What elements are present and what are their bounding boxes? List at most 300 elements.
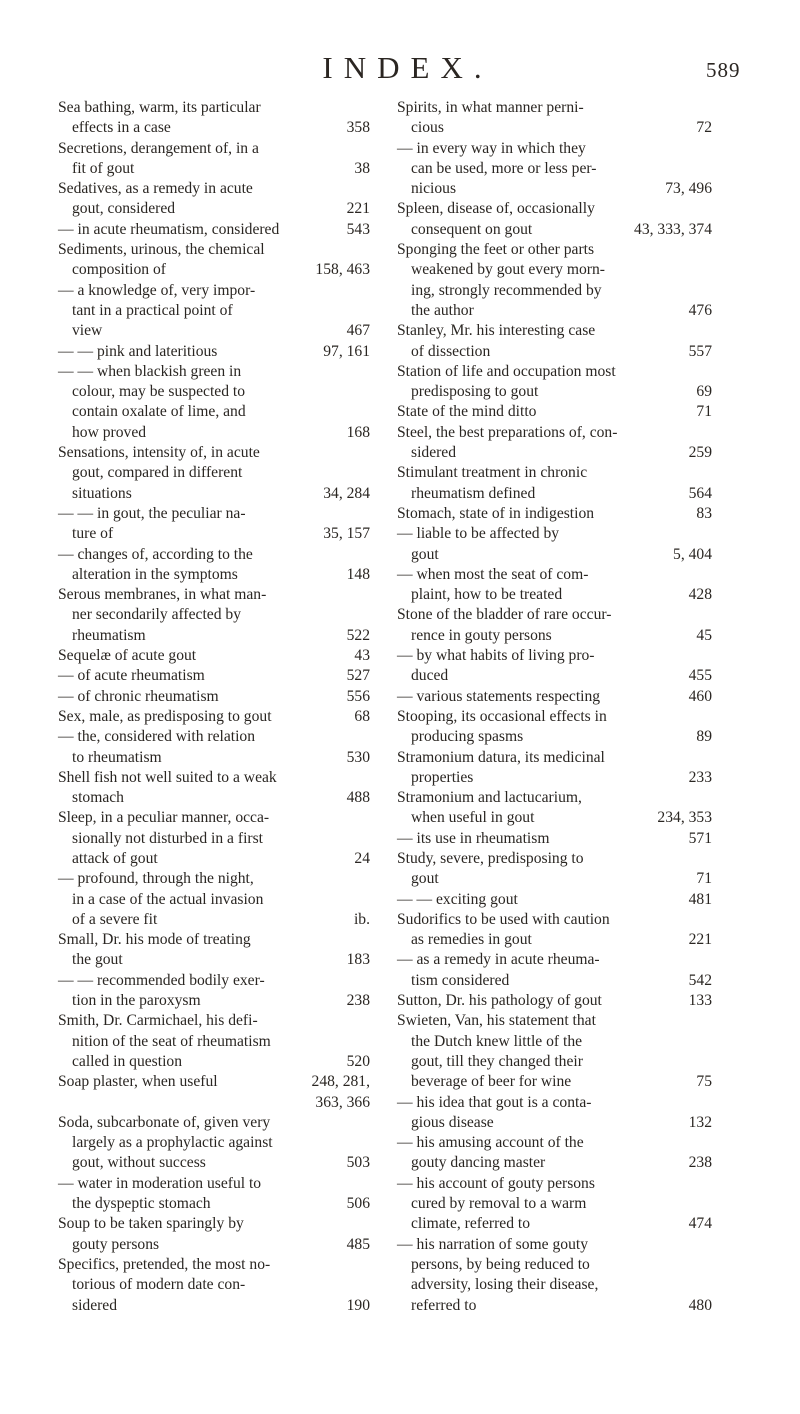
index-entry-line [397,139,712,159]
index-entry-line [58,220,370,240]
index-entry-line [58,869,370,889]
index-entry [397,910,712,951]
entry-text: can be used, more or less per- [411,159,597,177]
entry-text: Spleen, disease of, occasionally [397,200,595,218]
index-entry-line [397,890,712,910]
index-entry-line [397,971,712,991]
index-entry-line [397,1174,712,1194]
entry-text: Stomach, state of in indigestion [397,504,595,522]
index-entry-line [58,1032,370,1052]
entry-text: — — exciting gout [397,890,518,908]
index-entry-line [58,118,370,138]
index-entry [397,423,712,464]
entry-page-ref: 221 [346,200,370,218]
entry-text: — changes of, according to the [58,545,253,563]
index-entry-line [397,788,712,808]
entry-text: the Dutch knew little of the [411,1032,583,1050]
entry-text: Serous membranes, in what man- [58,586,267,604]
index-entry-line [397,808,712,828]
index-entry-line [58,707,370,727]
index-entry [397,504,712,524]
index-entry-line [58,159,370,179]
index-entry-line [397,1275,712,1295]
index-entry [58,1214,370,1255]
entry-text: gout [411,870,439,888]
index-entry-line [58,727,370,747]
entry-text: colour, may be suspected to [72,383,246,401]
entry-text: to rheumatism [72,748,162,766]
entry-page-ref: 238 [688,1154,712,1172]
index-entry-line [397,504,712,524]
entry-page-ref: 527 [346,667,370,685]
entry-page-ref: 73, 496 [665,180,712,198]
index-column-left [58,98,370,1316]
index-entry [397,321,712,362]
index-entry-line [397,1214,712,1234]
index-entry [397,240,712,321]
index-entry-line [397,687,712,707]
entry-text: — in acute rheumatism, considered [58,220,280,238]
index-entry-line [397,646,712,666]
index-entry-line [58,1072,370,1092]
index-entry-line [397,118,712,138]
entry-text: torious of modern date con- [72,1276,246,1294]
index-entry [58,281,370,342]
index-entry-line [397,565,712,585]
index-entry-line [58,1153,370,1173]
index-entry-line [58,1235,370,1255]
entry-page-ref: 506 [346,1195,370,1213]
index-entry-line [58,788,370,808]
index-entry [397,402,712,422]
index-entry-line [58,565,370,585]
index-entry [397,1133,712,1174]
entry-text: adversity, losing their disease, [411,1276,599,1294]
index-entry-line [58,98,370,118]
page-number: 589 [706,58,741,82]
entry-text: composition of [72,261,166,279]
entry-text: — its use in rheumatism [397,829,550,847]
index-entry [58,342,370,362]
entry-page-ref: 71 [696,403,712,421]
index-entry-line [58,971,370,991]
index-entry-line [58,504,370,524]
index-entry-line [397,768,712,788]
index-entry-line [397,199,712,219]
entry-page-ref: 530 [346,748,370,766]
entry-text: sidered [411,444,457,462]
index-entry [397,565,712,606]
index-entry-line [397,342,712,362]
index-entry-line [397,1133,712,1153]
entry-text: ing, strongly recommended by [411,281,602,299]
entry-page-ref: 474 [688,1215,712,1233]
index-entry-line [58,301,370,321]
index-entry [58,240,370,281]
index-entry [58,545,370,586]
entry-text: Sequelæ of acute gout [58,647,197,665]
entry-text: Spirits, in what manner perni- [397,99,584,116]
entry-page-ref: 520 [346,1052,370,1070]
index-entry-line [397,748,712,768]
entry-page-ref: 190 [346,1296,370,1314]
index-entry [58,727,370,768]
index-entry-line [58,910,370,930]
index-entry-line [397,362,712,382]
index-entry [58,1011,370,1072]
entry-text: — — recommended bodily exer- [58,971,265,989]
entry-text: Smith, Dr. Carmichael, his defi- [58,1012,258,1030]
entry-page-ref: 69 [696,383,712,401]
entry-text: Stanley, Mr. his interesting case [397,322,596,340]
entry-page-ref: 97, 161 [323,342,370,360]
index-entry [397,788,712,829]
entry-text: — liable to be affected by [397,525,560,543]
entry-text: — as a remedy in acute rheuma- [397,951,600,969]
entry-page-ref: 132 [688,1113,712,1131]
index-entry [58,1113,370,1174]
entry-page-ref: 233 [688,768,712,786]
index-entry-line [397,1032,712,1052]
entry-text: tion in the paroxysm [72,992,201,1010]
entry-text: — when most the seat of com- [397,565,589,583]
entry-page-ref: 481 [688,890,712,908]
index-entry-line [58,484,370,504]
entry-text: Station of life and occupation most [397,362,616,380]
index-entry-line [397,930,712,950]
index-entry-line [58,382,370,402]
index-entry-line [58,585,370,605]
index-entry-line [58,950,370,970]
index-entry-line [58,281,370,301]
entry-text: predisposing to gout [411,383,539,401]
index-entry [397,646,712,687]
index-entry [58,1072,370,1113]
index-entry-line [58,1093,370,1113]
index-entry-line [58,139,370,159]
index-entry-line [397,281,712,301]
entry-text: Stone of the bladder of rare occur- [397,606,612,624]
entry-text: — — pink and lateritious [58,342,218,360]
index-column-right [397,98,712,1316]
entry-page-ref: 460 [688,687,712,705]
index-entry [58,220,370,240]
entry-text: rheumatism defined [411,484,536,502]
entry-text: Sensations, intensity of, in acute [58,444,260,462]
index-entry [58,504,370,545]
index-entry [397,707,712,748]
index-entry-line [397,1296,712,1316]
index-entry [58,666,370,686]
entry-text: Study, severe, predisposing to [397,849,584,867]
entry-text: the dyspeptic stomach [72,1195,211,1213]
entry-text: — water in moderation useful to [58,1174,262,1192]
entry-text: — his amusing account of the [397,1134,584,1152]
entry-page-ref: 71 [696,870,712,888]
entry-page-ref: 45 [696,626,712,644]
index-entry-line [58,1113,370,1133]
index-entry [58,443,370,504]
entry-text: the author [411,301,474,319]
index-entry [58,707,370,727]
index-entry-line [58,768,370,788]
index-entry-line [397,240,712,260]
index-entry [397,362,712,403]
entry-text: State of the mind ditto [397,403,537,421]
entry-text: — the, considered with relation [58,728,256,746]
entry-page-ref: 543 [346,220,370,238]
index-entry-line [58,1296,370,1316]
entry-text: largely as a prophylactic against [72,1134,273,1152]
index-entry [58,179,370,220]
entry-text: Stramonium and lactucarium, [397,789,582,807]
entry-page-ref: 43, 333, 374 [634,220,712,238]
entry-text: consequent on gout [411,220,533,238]
index-entry-line [58,1133,370,1153]
entry-text: called in question [72,1052,182,1070]
index-entry [397,890,712,910]
entry-text: ture of [72,525,114,543]
index-entry-line [397,1194,712,1214]
entry-text: Steel, the best preparations of, con- [397,423,618,441]
index-entry-line [397,626,712,646]
index-entry-line [58,1255,370,1275]
index-entry-line [58,524,370,544]
entry-text: Sleep, in a peculiar manner, occa- [58,809,270,827]
index-entry-line [397,991,712,1011]
index-entry-line [397,260,712,280]
entry-text: producing spasms [411,728,524,746]
entry-text: gouty persons [72,1235,160,1253]
entry-text: nicious [411,180,457,198]
entry-text: — in every way in which they [397,139,586,157]
index-entry-line [397,910,712,930]
index-entry [58,768,370,809]
entry-text: duced [411,667,449,685]
entry-page-ref: 75 [696,1073,712,1091]
index-entry [58,869,370,930]
entry-page-ref: 467 [346,322,370,340]
index-entry-line [397,605,712,625]
index-entry [58,362,370,443]
index-entry-line [397,727,712,747]
index-entry-line [58,240,370,260]
entry-text: Soup to be taken sparingly by [58,1215,244,1233]
index-entry-line [58,199,370,219]
index-entry [397,524,712,565]
entry-text: rheumatism [72,626,146,644]
index-entry-line [397,463,712,483]
entry-text: Swieten, Van, his statement that [397,1012,596,1030]
entry-page-ref: 5, 404 [673,545,712,563]
index-entry-line [397,1052,712,1072]
entry-page-ref: 34, 284 [323,484,370,502]
entry-text: gout, considered [72,200,176,218]
index-entry [397,849,712,890]
entry-text: Sponging the feet or other parts [397,241,595,259]
index-entry-line [397,1235,712,1255]
index-entry-line [58,179,370,199]
entry-page-ref: 556 [346,687,370,705]
index-entry [58,98,370,139]
entry-page-ref: 571 [688,829,712,847]
index-entry-line [397,666,712,686]
entry-text: — a knowledge of, very impor- [58,281,256,299]
index-entry-line [58,748,370,768]
index-entry-line [58,666,370,686]
index-entry-line [397,159,712,179]
index-entry [397,139,712,200]
index-entry-line [58,930,370,950]
entry-text: — — in gout, the peculiar na- [58,504,246,522]
index-entry-line [397,1011,712,1031]
entry-text: gouty dancing master [411,1154,546,1172]
entry-text: referred to [411,1296,477,1314]
index-entry-line [58,849,370,869]
index-entry [397,98,712,139]
entry-page-ref: 476 [688,301,712,319]
entry-text: view [72,322,103,340]
index-entry [397,1011,712,1092]
entry-page-ref: 455 [688,667,712,685]
entry-page-ref: 43 [354,647,370,665]
entry-text: the gout [72,951,123,969]
index-entry-line [58,808,370,828]
entry-page-ref: 248, 281, [311,1073,370,1091]
index-entry-line [58,1275,370,1295]
index-entry-line [397,849,712,869]
entry-page-ref: 158, 463 [315,261,370,279]
entry-text: tism considered [411,971,510,989]
index-entry [397,829,712,849]
index-entry-line [397,402,712,422]
entry-text: Sutton, Dr. his pathology of gout [397,992,602,1010]
index-entry-line [58,402,370,422]
index-entry [397,748,712,789]
entry-page-ref: 148 [346,565,370,583]
entry-page-ref: 238 [346,992,370,1010]
entry-text: gout, till they changed their [411,1052,583,1070]
index-entry-line [58,1052,370,1072]
entry-text: situations [72,484,132,502]
entry-text: sionally not disturbed in a first [72,829,264,847]
entry-page-ref: 564 [688,484,712,502]
entry-page-ref: 358 [346,119,370,137]
index-entry [58,1255,370,1316]
entry-text: weakened by gout every morn- [411,261,605,279]
entry-text: Sudorifics to be used with caution [397,910,610,928]
index-entry-line [397,869,712,889]
entry-page-ref: 542 [688,971,712,989]
entry-text: Soda, subcarbonate of, given very [58,1113,271,1131]
index-entry [58,139,370,180]
entry-text: attack of gout [72,849,158,867]
entry-page-ref: 89 [696,728,712,746]
entry-page-ref: 557 [688,342,712,360]
index-entry-line [58,1194,370,1214]
index-entry-line [397,220,712,240]
index-entry [58,585,370,646]
index-entry-line [58,321,370,341]
entry-text: — his narration of some gouty [397,1235,588,1253]
index-entry-line [58,646,370,666]
index-entry-line [397,321,712,341]
running-header [0,50,800,90]
entry-text: Sea bathing, warm, its particular [58,99,261,116]
index-entry [397,463,712,504]
entry-text: cured by removal to a warm [411,1195,587,1213]
entry-page-ref: 72 [696,119,712,137]
index-entry-line [397,585,712,605]
index-entry-line [58,605,370,625]
entry-page-ref: 35, 157 [323,525,370,543]
entry-page-ref: 38 [354,159,370,177]
entry-text: Stimulant treatment in chronic [397,464,588,482]
entry-text: Sedatives, as a remedy in acute [58,180,253,198]
index-entry [58,808,370,869]
entry-text: Secretions, derangement of, in a [58,139,259,157]
entry-page-ref: 183 [346,951,370,969]
index-entry-line [397,1093,712,1113]
entry-text: gout, without success [72,1154,206,1172]
index-entry-line [58,423,370,443]
index-entry [397,950,712,991]
entry-text: of a severe fit [72,910,158,928]
index-entry-line [397,1072,712,1092]
index-entry-line [58,1214,370,1234]
entry-text: — — when blackish green in [58,362,242,380]
header-title: INDEX. [322,50,493,85]
index-entry-line [58,443,370,463]
entry-text: Small, Dr. his mode of treating [58,931,251,949]
index-entry-line [58,362,370,382]
entry-text: sidered [72,1296,118,1314]
entry-text: effects in a case [72,119,171,137]
index-entry [58,646,370,666]
entry-text: Stooping, its occasional effects in [397,707,607,725]
index-entry [58,971,370,1012]
entry-page-ref: 234, 353 [657,809,712,827]
index-entry [58,1174,370,1215]
index-entry [397,991,712,1011]
entry-text: — of chronic rheumatism [58,687,219,705]
entry-text: nition of the seat of rheumatism [72,1032,271,1050]
index-entry-line [397,382,712,402]
entry-page-ref: 522 [346,626,370,644]
entry-text: — his account of gouty persons [397,1174,595,1192]
entry-page-ref: 503 [346,1154,370,1172]
entry-page-ref: 168 [346,423,370,441]
entry-page-ref: 259 [688,444,712,462]
index-entry-line [58,991,370,1011]
entry-text: climate, referred to [411,1215,531,1233]
entry-text: rence in gouty persons [411,626,552,644]
index-entry-line [397,1153,712,1173]
entry-page-ref: 428 [688,586,712,604]
index-entry [397,1093,712,1134]
entry-text: as remedies in gout [411,931,532,949]
entry-text: persons, by being reduced to [411,1255,590,1273]
index-entry-line [397,484,712,504]
entry-page-ref: 363, 366 [315,1093,370,1111]
index-entry-line [397,524,712,544]
index-entry-line [58,829,370,849]
entry-text: gout [411,545,439,563]
index-entry-line [397,179,712,199]
entry-page-ref: 488 [346,789,370,807]
entry-text: in a case of the actual invasion [72,890,264,908]
entry-text: alteration in the symptoms [72,565,238,583]
